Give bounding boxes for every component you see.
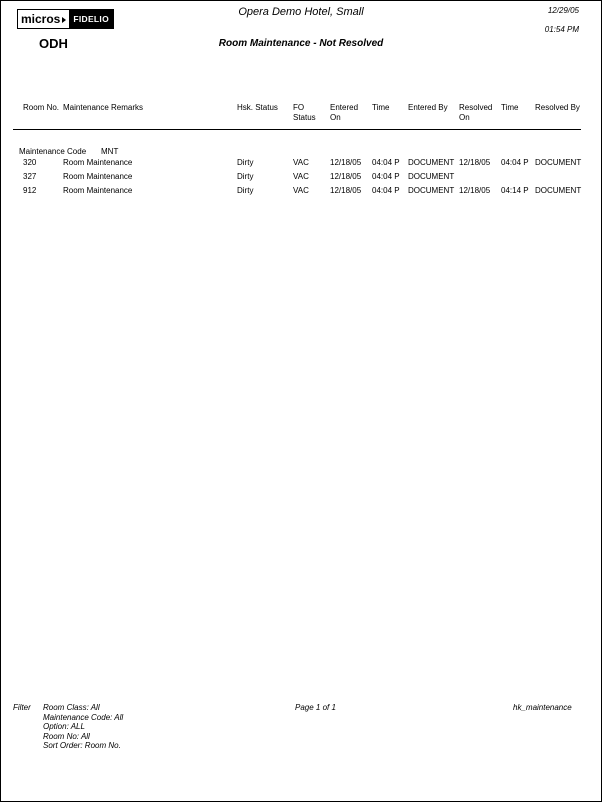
row-time-resolved: 04:04 P <box>501 158 529 167</box>
row-remarks: Room Maintenance <box>63 158 133 167</box>
row-room-no: 912 <box>23 186 37 195</box>
col-header-fo-line2: Status <box>293 113 316 122</box>
group-label: Maintenance Code <box>19 147 87 156</box>
col-header-resolved-line1: Resolved <box>459 103 493 112</box>
row-entered-on: 12/18/05 <box>330 186 362 195</box>
filter-option: Option: ALL <box>43 722 85 731</box>
row-hsk-status: Dirty <box>237 186 254 195</box>
row-fo-status: VAC <box>293 186 309 195</box>
row-remarks: Room Maintenance <box>63 186 133 195</box>
hotel-code: ODH <box>39 36 68 51</box>
col-header-entered-on <box>330 103 358 123</box>
header-divider <box>13 129 581 130</box>
filter-maintenance-code: Maintenance Code: All <box>43 712 124 722</box>
footer-page-number: Page 1 of 1 <box>295 703 336 712</box>
row-fo-status: VAC <box>293 172 309 181</box>
row-resolved-on: 12/18/05 <box>459 158 491 167</box>
row-entered-by: DOCUMENT <box>408 186 455 195</box>
row-hsk-status: Dirty <box>237 158 254 167</box>
filter-room-class: Room Class: All <box>43 703 100 712</box>
row-entered-by: DOCUMENT <box>408 172 455 181</box>
row-resolved-by: DOCUMENT <box>535 158 582 167</box>
hotel-name: Opera Demo Hotel, Small <box>238 6 364 18</box>
col-header-entered-line2: On <box>330 113 341 122</box>
col-header-room-no: Room No. <box>23 103 60 112</box>
report-title: Room Maintenance - Not Resolved <box>218 38 384 49</box>
row-room-no: 320 <box>23 158 37 167</box>
print-time: 01:54 PM <box>544 25 579 34</box>
row-time-entered: 04:04 P <box>372 186 400 195</box>
print-date: 12/29/05 <box>547 6 579 15</box>
filter-sort-order: Sort Order: Room No. <box>43 741 121 750</box>
col-header-resolved-line2: On <box>459 113 470 122</box>
footer-report-id: hk_maintenance <box>513 703 572 712</box>
col-header-hsk-status: Hsk. Status <box>237 103 278 112</box>
col-header-remarks: Maintenance Remarks <box>63 103 144 112</box>
col-header-fo-status <box>293 103 316 123</box>
row-time-resolved: 04:14 P <box>501 186 529 195</box>
col-header-time-resolved: Time <box>501 103 519 112</box>
col-header-entered-by: Entered By <box>408 103 448 112</box>
row-time-entered: 04:04 P <box>372 172 400 181</box>
col-header-resolved-by: Resolved By <box>535 103 580 112</box>
row-time-entered: 04:04 P <box>372 158 400 167</box>
logo-fidelio-text: FIDELIO <box>69 10 113 28</box>
footer-filter-list <box>43 703 123 751</box>
footer-filter-label: Filter <box>13 703 31 712</box>
logo-micros-text: micros <box>18 10 69 28</box>
row-entered-by: DOCUMENT <box>408 158 455 167</box>
row-hsk-status: Dirty <box>237 172 254 181</box>
row-room-no: 327 <box>23 172 37 181</box>
col-header-time-entered: Time <box>372 103 390 112</box>
col-header-resolved-on <box>459 103 492 123</box>
col-header-fo-line1: FO <box>293 103 305 112</box>
col-header-entered-line1: Entered <box>330 103 359 112</box>
row-resolved-on: 12/18/05 <box>459 186 491 195</box>
row-entered-on: 12/18/05 <box>330 158 362 167</box>
group-value: MNT <box>101 147 119 156</box>
row-entered-on: 12/18/05 <box>330 172 362 181</box>
filter-room-no: Room No: All <box>43 731 90 741</box>
row-resolved-by: DOCUMENT <box>535 186 582 195</box>
row-fo-status: VAC <box>293 158 309 167</box>
row-remarks: Room Maintenance <box>63 172 133 181</box>
